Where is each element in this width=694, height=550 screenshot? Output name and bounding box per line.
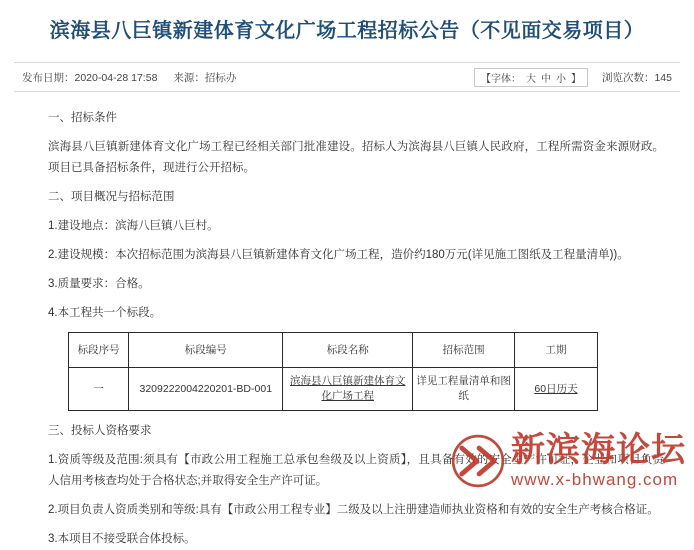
watermark-name: 新滨海论坛 — [511, 431, 686, 469]
table-cell-no: 一 — [69, 368, 129, 411]
view-count — [602, 70, 672, 85]
section-heading-1: 一、招标条件 — [48, 112, 117, 124]
meta-left-group — [14, 70, 236, 85]
source-value: 招标办 — [204, 71, 237, 84]
paragraph-7: 2.项目负责人资质类别和等级:具有【市政公用工程专业】二级及以上注册建造师执业资格和有效的安全生产考核合格证。 — [48, 504, 659, 516]
font-size-close-bracket: 】 — [570, 73, 581, 85]
table-header-cell: 标段名称 — [283, 333, 413, 368]
publish-date — [22, 70, 157, 85]
font-size-switcher[interactable] — [474, 68, 588, 87]
table-header-row — [69, 333, 598, 368]
section-heading-2: 二、项目概况与招标范围 — [48, 191, 175, 203]
font-size-large-button[interactable]: 大 — [525, 73, 536, 85]
article-body — [0, 92, 694, 550]
font-size-label: 【字体： — [480, 73, 521, 85]
font-size-medium-button[interactable]: 中 — [540, 73, 551, 85]
paragraph-2: 1.建设地点：滨海八巨镇八巨村。 — [48, 220, 219, 232]
view-count-label: 浏览次数： — [601, 71, 655, 84]
table-cell-duration: 60日历天 — [514, 368, 597, 411]
table-header-cell: 招标范围 — [413, 333, 515, 368]
publish-date-label: 发布日期： — [22, 71, 75, 84]
paragraph-6: 1.资质等级及范围:须具有【市政公用工程施工总承包叁级及以上资质】，且具备有效的安全生产许可证，企业和项目负责人信用考核查均处于合格状态;并取得安全生产许可证。 — [48, 454, 664, 487]
meta-right-group — [474, 68, 680, 87]
table-header-cell: 工期 — [514, 333, 597, 368]
table-header-cell: 标段编号 — [129, 333, 283, 368]
watermark-url: www.x-bhwang.com — [511, 470, 679, 489]
paragraph-8: 3.本项目不接受联合体投标。 — [48, 533, 196, 545]
table-cell-name: 滨海县八巨镇新建体育文化广场工程 — [283, 368, 413, 411]
article-meta-bar — [14, 62, 680, 92]
bid-table-wrap — [30, 332, 664, 411]
table-cell-code: 3209222004220201-BD-001 — [129, 368, 283, 411]
table-header-cell: 标段序号 — [69, 333, 129, 368]
publish-date-value: 2020-04-28 17:58 — [74, 71, 158, 84]
title-area — [0, 0, 694, 58]
table-cell-scope: 详见工程量清单和图纸 — [413, 368, 515, 411]
page-title: 滨海县八巨镇新建体育文化广场工程招标公告（不见面交易项目） — [49, 20, 645, 42]
table-row — [69, 368, 598, 411]
paragraph-3: 2.建设规模：本次招标范围为滨海县八巨镇新建体育文化广场工程，造价约180万元(详见施工图纸及工程量清单))。 — [48, 249, 629, 261]
source-label: 来源： — [173, 71, 205, 84]
paragraph-5: 4.本工程共一个标段。 — [48, 307, 162, 319]
paragraph-1: 滨海县八巨镇新建体育文化广场工程已经相关部门批准建设。招标人为滨海县八巨镇人民政府，工程所需资金来源财政。项目已具备招标条件，现进行公开招标。 — [48, 141, 664, 174]
bid-section-table — [68, 332, 598, 411]
font-size-small-button[interactable]: 小 — [555, 73, 566, 85]
source-info — [173, 70, 236, 85]
view-count-value: 145 — [654, 71, 672, 84]
paragraph-4: 3.质量要求：合格。 — [48, 278, 150, 290]
section-heading-3: 三、投标人资格要求 — [48, 425, 152, 437]
